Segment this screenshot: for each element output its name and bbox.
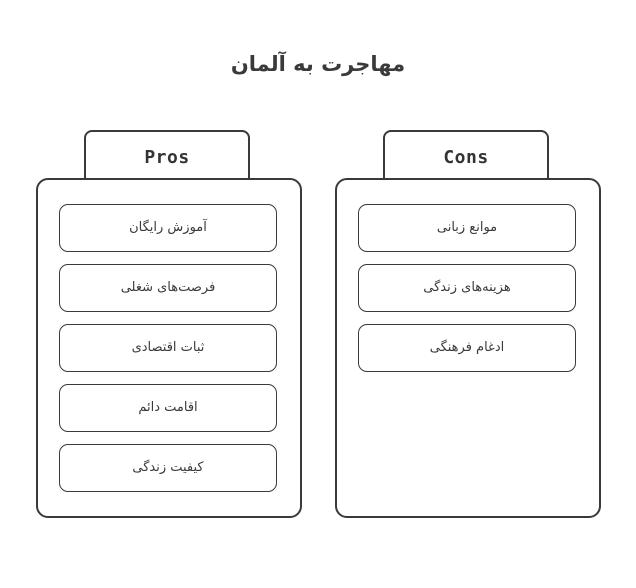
cons-header: Cons [383, 130, 549, 178]
cons-list [358, 204, 576, 384]
cons-item-language-barriers: موانع زبانی [358, 204, 576, 252]
pros-item-economic-stability: ثبات اقتصادی [59, 324, 277, 372]
pros-header: Pros [84, 130, 250, 178]
pros-item-quality-of-life: کیفیت زندگی [59, 444, 277, 492]
pros-item-free-education: آموزش رایگان [59, 204, 277, 252]
pros-item-job-opportunities: فرصت‌های شغلی [59, 264, 277, 312]
pros-item-permanent-residence: اقامت دائم [59, 384, 277, 432]
cons-item-cultural-integration: ادغام فرهنگی [358, 324, 576, 372]
cons-item-living-costs: هزینه‌های زندگی [358, 264, 576, 312]
diagram-title: مهاجرت به آلمان [230, 52, 406, 76]
pros-list [59, 204, 277, 504]
